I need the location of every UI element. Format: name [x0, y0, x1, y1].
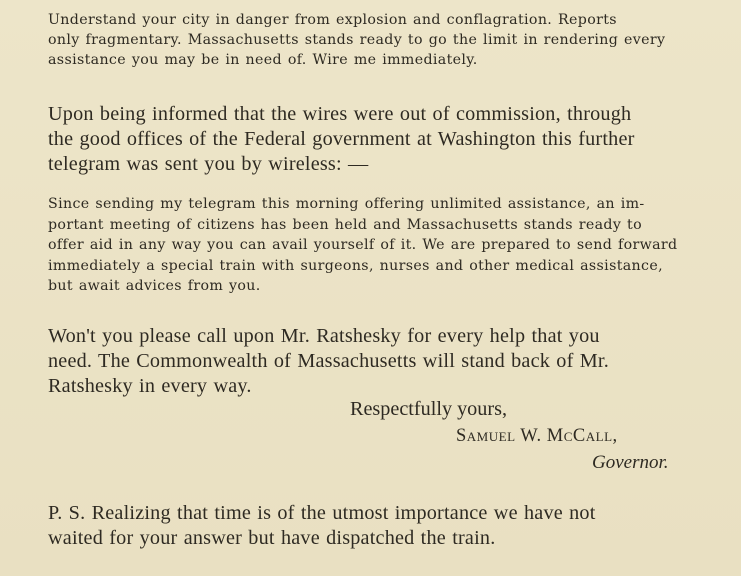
- text-line: immediately a special train with surgeons, nurses and other medical assistance,: [48, 257, 663, 274]
- text-line: but await advices from you.: [48, 278, 261, 294]
- text-line: Ratshesky in every way.: [48, 375, 252, 397]
- text-line: Understand your city in danger from explosion and conflagration. Reports: [48, 12, 617, 28]
- text-line: need. The Commonwealth of Massachusetts will stand back of Mr.: [48, 350, 609, 372]
- paragraph-wireless: [48, 102, 708, 177]
- closing-signature: Samuel W. McCall,: [456, 426, 618, 446]
- text-line: assistance you may be in need of. Wire me immediately.: [48, 52, 478, 68]
- closing-salutation: Respectfully yours,: [350, 398, 507, 420]
- closing-title: Governor.: [592, 452, 669, 473]
- telegram-quote-1: [48, 10, 698, 70]
- text-line: only fragmentary. Massachusetts stands ready to go the limit in rendering every: [48, 32, 666, 48]
- paragraph-request: [48, 324, 708, 399]
- telegram-quote-2: [48, 194, 698, 297]
- text-line: the good offices of the Federal government at Washington this further: [48, 128, 635, 150]
- text-line: Since sending my telegram this morning offering unlimited assistance, an im-: [48, 196, 645, 212]
- text-line: telegram was sent you by wireless: —: [48, 153, 369, 175]
- text-line: portant meeting of citizens has been held and Massachusetts stands ready to: [48, 216, 642, 233]
- text-line: offer aid in any way you can avail yourself of it. We are prepared to send forward: [48, 237, 678, 253]
- text-line: waited for your answer but have dispatched the train.: [48, 527, 496, 549]
- text-line: Upon being informed that the wires were out of commission, through: [48, 103, 632, 125]
- text-line: P. S. Realizing that time is of the utmost importance we have not: [48, 502, 596, 524]
- text-line: Won't you please call upon Mr. Ratshesky for every help that you: [48, 325, 600, 347]
- postscript: [48, 501, 708, 551]
